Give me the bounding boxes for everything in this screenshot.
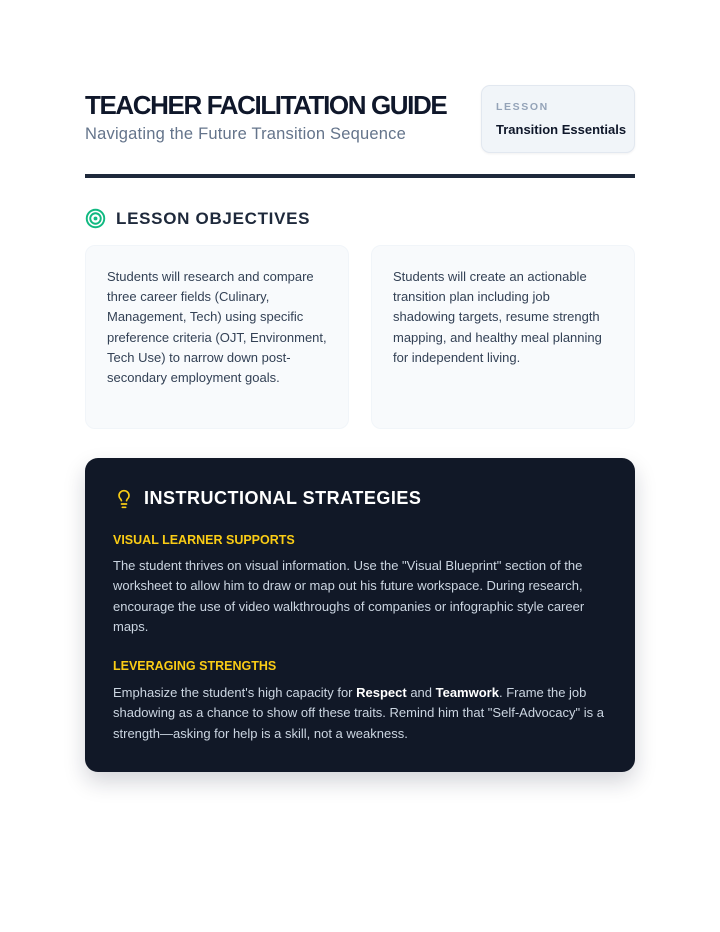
- visual-supports-text: The student thrives on visual information. Use the "Visual Blueprint" section of the worksheet to allow him to draw or map out his future workspace. During research, encourage the use of video walkthroughs of companies or infographic style career maps.: [113, 558, 585, 634]
- lesson-label: LESSON: [496, 101, 549, 113]
- visual-supports-heading: VISUAL LEARNER SUPPORTS: [113, 533, 295, 547]
- header-divider: [85, 174, 635, 178]
- strategies-title: INSTRUCTIONAL STRATEGIES: [144, 488, 422, 508]
- page-subtitle: Navigating the Future Transition Sequence: [85, 125, 406, 143]
- leveraging-strengths-heading: LEVERAGING STRENGTHS: [113, 659, 277, 673]
- objective-text: Students will create an actionable transition plan including job shadowing targets, resume strength mapping, and healthy meal planning for independent living.: [393, 269, 602, 365]
- page-title: TEACHER FACILITATION GUIDE: [85, 90, 447, 120]
- page-header: [85, 84, 635, 154]
- strength-respect: Respect: [356, 685, 407, 700]
- instructional-strategies-panel: [85, 458, 635, 772]
- objective-text: Students will research and compare three career fields (Culinary, Management, Tech) using specific preference criteria (OJT, Environment, Tech Use) to narrow down post-secondary employment goals.: [107, 269, 327, 386]
- leveraging-strengths-text: [113, 683, 613, 744]
- strength-teamwork: Teamwork: [435, 685, 499, 700]
- objectives-title: LESSON OBJECTIVES: [116, 209, 311, 228]
- target-icon: [85, 208, 106, 229]
- lightbulb-icon: [114, 488, 134, 510]
- lesson-badge: [481, 85, 635, 153]
- objective-card: [371, 245, 635, 429]
- objective-card: [85, 245, 349, 429]
- strengths-text-part: Emphasize the student's high capacity for: [113, 685, 357, 700]
- strengths-text-part: and: [406, 685, 436, 700]
- strengths-text-part: . Frame the job shadowing as a chance to show off these traits. Remind him that "Self-Advocacy" is a strength—asking for help is a skill, not a weakness.: [113, 685, 604, 741]
- lesson-name: Transition Essentials: [496, 122, 627, 137]
